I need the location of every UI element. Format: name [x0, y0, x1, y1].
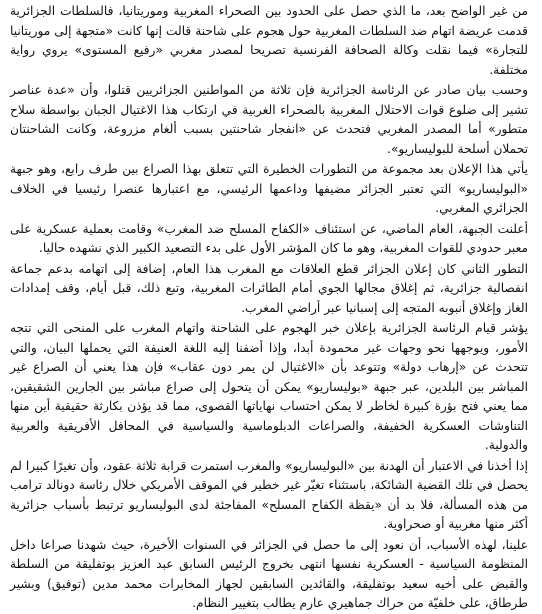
article-paragraph-5: التطور الثاني كان إعلان الجزائر قطع العلاقات مع المغرب هذا العام، إضافة إلى اتهامه بدعم جماعة انفصالية جزائرية، ثم إغلاق مجالها الجوي أمام الطائرات المغربية، وتبع ذلك، قبل أيام، وقف إمدادات الغاز وإغلاق أنبوبه المتجه إلى إسبانيا عبر أراضي المغرب.	[10, 261, 528, 315]
article-paragraph-8: علينا، لهذه الأسباب، أن نعود إلى ما حصل في الجزائر في السنوات الأخيرة، حيث شهدنا صراعا داخل المنظومة السياسية - العسكرية نفسها انتهى بخروج الرئيس السابق عبد العزيز بوتفليقة من السلطة والقبض على أخيه سعيد بوتفليقة، والقائدين السابقين لجهاز المخابرات محمد مدين (توفيق) وبشير طرطاق، على خلفيّة من حراك جماهيري عارم يطالب بتغيير النظام.	[10, 537, 528, 610]
article-paragraph-7: إذا أخذنا في الاعتبار أن الهدنة بين «البوليساريو» والمغرب استمرت قرابة ثلاثة عقود، وأن تغيرًا كبيرا لم يحصل في تلك القضية الشائكة، باستثناء تغيّر غير خطير في الموقف الأمريكي خلال رئاسة دونالد ترامب من هذه المسألة، فلا بد أن «يقظة الكفاح المسلح» المفاجئة لدى البوليساريو ترتبط بأسباب جزائرية أكثر منها مغربية أو صحراوية.	[10, 458, 528, 531]
article-paragraph-3: يأتي هذا الإعلان بعد مجموعة من التطورات الخطيرة التي تتعلق بهذا الصراع بين طرف رابع، وهو جبهة «البوليساريو» التي تعتبر الجزائر مضيفها وداعمها الرئيسي، مع اعتبارها عنصرا رئيسيا في الخلاف الجزائري المغربي.	[10, 162, 528, 215]
article-paragraph-4: أعلنت الجبهة، العام الماضي، عن استئناف «الكفاح المسلح ضد المغرب» وقامت بعملية عسكرية على معبر حدودي للقوات المغربية، وهو ما كان المؤشر الأول على بدء التصعيد الكبير الذي نشهده حاليا.	[10, 221, 528, 255]
article-paragraph-1: من غير الواضح بعد، ما الذي حصل على الحدود بين الصحراء المغربية وموريتانيا، فالسلطات الجزائرية قدمت عريضة اتهام ضد السلطات المغربية حول هجوم على شاحنة قالت إنها كانت «متجهة إلى موريتانيا للتجارة» فيما نقلت وكالة الصحافة الفرنسية تصريحا لمصدر مغربي «رفيع المستوى» يروي رواية مختلفة.	[10, 4, 528, 77]
article-paragraph-6: يؤشر قيام الرئاسة الجزائرية بإعلان خبر الهجوم على الشاحنة واتهام المغرب على المنحى التي تتجه الأمور، ويوجهها نحو وجهات غير محمودة أبدا، وإذا أضفنا إليه اللغة العنيفة التي يحملها البيان، والتي تتحدث عن «إرهاب دولة» وتتوعد بأن «الاغتيال لن يمر دون عقاب» فإن هذا يعني أن الصراع غير المباشر بين البلدين، عبر جبهة «بوليساريو» يمكن أن يتحول إلى صراع مباشر بين الجارين الشقيقين، مما يعني فتح بؤرة كبيرة لخاطر لا يمكن احتساب نهاياتها القصوى، مما قد يؤذن بكارثة حقيقية أين منها التناوشات العسكرية الخفيفة، والصراعات الدبلوماسية والسياسية في المحافل الأفريقية والعربية والدولية.	[10, 321, 528, 452]
article-paragraph-2: وحسب بيان صادر عن الرئاسة الجزائرية فإن ثلاثة من المواطنين الجزائريين قتلوا، وأن «عدة عناصر تشير إلى ضلوع قوات الاحتلال المغربية بالصحراء الغربية في ارتكاب هذا الاغتيال الجبان بواسطة سلاح متطور» أما المصدر المغربي فتحدث عن «انفجار شاحنتين بسبب ألغام مزروعة، وكانت الشاحنتان تحملان أسلحة للبوليساريو».	[10, 83, 528, 156]
